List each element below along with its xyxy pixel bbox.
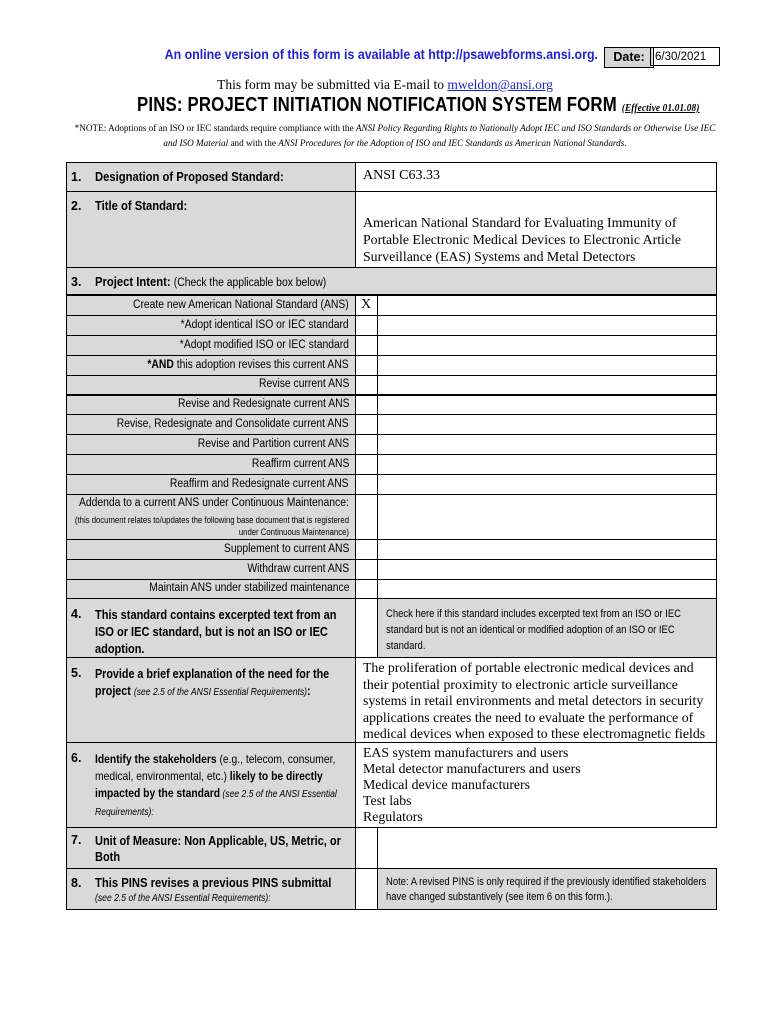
- intent-option-text: Revise and Redesignate current ANS: [177, 398, 349, 410]
- intent-option-detail-field[interactable]: [377, 375, 717, 395]
- intent-option-detail-field[interactable]: [377, 355, 717, 376]
- item-4-number: 4.: [71, 607, 82, 621]
- intent-option-detail-field[interactable]: [377, 474, 717, 495]
- intent-option-label-cell: [66, 375, 356, 395]
- intent-option-label-cell: [66, 579, 356, 599]
- intent-option-checkbox[interactable]: [355, 434, 378, 455]
- item-7-label-cell: [66, 827, 356, 869]
- checkbox-mark: X: [361, 297, 372, 312]
- note-mid: and with the: [228, 138, 279, 148]
- intent-option-text: Revise and Partition current ANS: [197, 437, 349, 450]
- intent-option-detail-field[interactable]: [377, 295, 717, 316]
- stakeholder-item: Medical device manufacturers: [363, 777, 531, 792]
- intent-option-detail-field[interactable]: [377, 434, 717, 455]
- form-title-text: PINS: PROJECT INITIATION NOTIFICATION SYSTEM FORM: [137, 94, 617, 116]
- intent-option-label: [181, 319, 349, 331]
- intent-option-text: *Adopt identical ISO or IEC standard: [181, 318, 349, 331]
- intent-option-text: Revise current ANS: [258, 378, 349, 390]
- intent-option-checkbox[interactable]: [355, 539, 378, 560]
- item-5-label: Provide a brief explanation of the need for the project: [95, 667, 330, 698]
- intent-option-text: Maintain ANS under stabilized maintenance: [148, 582, 349, 594]
- item-8-ref: (see 2.5 of the ANSI Essential Requirements):: [95, 893, 271, 904]
- stakeholder-item: Metal detector manufacturers and users: [363, 761, 581, 776]
- intent-option-checkbox[interactable]: [355, 559, 378, 580]
- intent-option-label-cell: [66, 335, 356, 356]
- item-3-header: [66, 267, 717, 295]
- intent-option-checkbox[interactable]: [355, 474, 378, 495]
- intent-option-label: [180, 339, 349, 351]
- intent-option-detail-field[interactable]: [377, 494, 717, 540]
- designation-value: ANSI C63.33: [363, 168, 441, 183]
- excerpt-checkbox[interactable]: [355, 598, 378, 658]
- item-5-colon: :: [307, 684, 311, 698]
- intent-option-label-cell: [66, 434, 356, 455]
- intent-option-detail-field[interactable]: [377, 315, 717, 336]
- title-field[interactable]: [355, 191, 717, 268]
- intent-option-checkbox[interactable]: [355, 315, 378, 336]
- intent-option-label: [178, 398, 349, 410]
- item-3-label: Project Intent:: [95, 275, 171, 289]
- intent-option-detail-field[interactable]: [377, 579, 717, 599]
- intent-option-checkbox[interactable]: [355, 395, 378, 415]
- intent-option-detail-field[interactable]: [377, 559, 717, 580]
- item-8-note-cell: [377, 868, 717, 910]
- intent-option-checkbox[interactable]: [355, 375, 378, 395]
- adoption-note: [70, 121, 720, 151]
- unit-of-measure-field[interactable]: [355, 827, 378, 869]
- intent-option-label-cell: [66, 315, 356, 336]
- intent-option-detail-field[interactable]: [377, 395, 717, 415]
- revises-pins-checkbox[interactable]: [355, 868, 378, 910]
- intent-option-label-cell: [66, 355, 356, 376]
- date-label: Date:: [604, 47, 654, 68]
- item-4-label: This standard contains excerpted text from an ISO or IEC standard, but is not an ISO or IEC adoption.: [95, 608, 337, 656]
- intent-option-text: *Adopt modified ISO or IEC standard: [179, 338, 349, 351]
- intent-option-text: Revise, Redesignate and Consolidate current ANS: [117, 417, 349, 430]
- item-6-ref: (see 2.5 of the ANSI Essential Requirements):: [95, 789, 337, 818]
- intent-option-checkbox[interactable]: [355, 355, 378, 376]
- intent-option-label-bold: *AND: [147, 358, 175, 371]
- stakeholder-item: Regulators: [363, 809, 423, 824]
- intent-option-label-cell: [66, 454, 356, 475]
- intent-option-label-cell: [66, 474, 356, 495]
- intent-option-text: Create new American National Standard (ANS): [133, 298, 349, 311]
- intent-option-label: [247, 563, 349, 575]
- intent-option-checkbox[interactable]: [355, 335, 378, 356]
- item-5-ref: (see 2.5 of the ANSI Essential Requirements): [133, 687, 308, 698]
- intent-option-label: [117, 418, 349, 430]
- item-1-number: 1.: [71, 170, 82, 184]
- item-8-label: This PINS revises a previous PINS submittal: [95, 876, 332, 890]
- item-2-number: 2.: [71, 199, 82, 213]
- note-end: .: [624, 138, 627, 148]
- intent-option-detail-field[interactable]: [377, 414, 717, 435]
- effective-date: (Effective 01.01.08): [621, 102, 700, 114]
- designation-field[interactable]: [355, 162, 717, 192]
- email-link[interactable]: mweldon@ansi.org: [447, 77, 553, 92]
- item-5-label-cell: [66, 657, 356, 743]
- item-6-label-c: likely to be directly impacted by the standard: [95, 769, 323, 800]
- intent-option-label: [198, 438, 349, 450]
- intent-option-text: Reaffirm current ANS: [251, 457, 349, 470]
- intent-option-label-cell: [66, 414, 356, 435]
- intent-option-checkbox[interactable]: [355, 579, 378, 599]
- intent-option-label: [170, 478, 349, 490]
- item-6-label-b: (e.g., telecom, consumer, medical, environmental, etc.): [95, 752, 336, 783]
- submission-instructions: [0, 77, 770, 93]
- intent-option-detail-field[interactable]: [377, 539, 717, 560]
- intent-option-detail-field[interactable]: [377, 454, 717, 475]
- need-explanation-field[interactable]: [355, 657, 717, 743]
- item-4-note-cell: [377, 598, 717, 658]
- need-explanation-value: The proliferation of portable electronic medical devices and their potential proximity to electronic article surveillance systems in retail environments and metal detectors in security applications creates the need to evaluate the performance of medical devices when exposed to these electromagnetic fields: [363, 660, 706, 742]
- intent-option-label-cell: [66, 559, 356, 580]
- intent-option-checkbox[interactable]: [355, 295, 378, 316]
- intent-option-checkbox[interactable]: [355, 454, 378, 475]
- item-4-label-cell: [66, 598, 356, 658]
- intent-option-label: [79, 497, 349, 509]
- item-2-label-cell: [66, 191, 356, 268]
- item-3-number: 3.: [71, 275, 82, 289]
- date-field[interactable]: 6/30/2021: [650, 47, 720, 66]
- intent-option-label-cell: [66, 539, 356, 560]
- note-procedures: ANSI Procedures for the Adoption of ISO and IEC Standards as American National Standards: [278, 138, 625, 148]
- stakeholder-item: EAS system manufacturers and users: [363, 745, 569, 760]
- item-6-number: 6.: [71, 751, 82, 765]
- intent-option-text: Reaffirm and Redesignate current ANS: [170, 477, 349, 490]
- submission-text: This form may be submitted via E-mail to: [217, 77, 448, 92]
- intent-option-label: [149, 582, 349, 594]
- item-6-label-a: Identify the stakeholders: [95, 752, 217, 766]
- stakeholders-list: [363, 745, 715, 825]
- intent-option-checkbox[interactable]: [355, 414, 378, 435]
- item-6-label-cell: [66, 742, 356, 828]
- intent-option-text: Supplement to current ANS: [223, 542, 349, 555]
- intent-option-label: [224, 543, 349, 555]
- item-8-number: 8.: [71, 876, 82, 890]
- item-3-label-wrap: [95, 275, 326, 289]
- intent-option-label-cell: [66, 295, 356, 316]
- online-version-notice: An online version of this form is available at http://psawebforms.ansi.org.: [164, 47, 598, 62]
- item-1-label: Designation of Proposed Standard:: [95, 170, 284, 184]
- item-7-number: 7.: [71, 833, 82, 847]
- intent-option-label-cell: [66, 395, 356, 415]
- item-6-label-wrap: [95, 751, 353, 821]
- stakeholders-field[interactable]: [355, 742, 717, 828]
- note-prefix: *NOTE: Adoptions of an ISO or IEC standards require compliance with the: [74, 123, 356, 133]
- item-5-number: 5.: [71, 666, 82, 680]
- item-3-hint: (Check the applicable box below): [173, 277, 327, 289]
- intent-option-subtext: (this document relates to/updates the following base document that is registered under Continuous Maintenance): [74, 515, 349, 537]
- item-8-label-cell: [66, 868, 356, 910]
- item-4-note: Check here if this standard includes excerpted text from an ISO or IEC standard but is not an identical or modified adoption of an ISO or IEC standard.: [386, 608, 681, 652]
- item-8-note: Note: A revised PINS is only required if the previously identified stakeholders have changed substantively (see item 6 on this form.).: [386, 876, 707, 903]
- item-7-label: Unit of Measure: Non Applicable, US, Metric, or Both: [95, 834, 341, 864]
- stakeholder-item: Test labs: [363, 793, 412, 808]
- intent-option-text: Withdraw current ANS: [247, 562, 349, 575]
- intent-option-label-cell: [66, 494, 356, 540]
- intent-option-label: [133, 299, 349, 311]
- item-1-label-cell: [66, 162, 356, 192]
- intent-option-checkbox[interactable]: [355, 494, 378, 540]
- item-5-label-wrap: [95, 666, 353, 701]
- intent-option-text: Addenda to a current ANS under Continuous Maintenance:: [79, 497, 349, 509]
- item-2-label: Title of Standard:: [95, 199, 188, 213]
- intent-option-label: [259, 378, 349, 390]
- intent-option-label: [251, 458, 349, 470]
- intent-option-detail-field[interactable]: [377, 335, 717, 356]
- note-policy: ANSI Policy Regarding Rights to Nationally Adopt IEC and ISO Standards or Otherwise Use IEC and ISO Material: [163, 123, 716, 148]
- form-title: [137, 94, 700, 117]
- title-value: American National Standard for Evaluating Immunity of Portable Electronic Medical Devices to Electronic Article Surveillance (EAS) Systems and Metal Detectors: [363, 215, 681, 264]
- intent-option-text: this adoption revises this current ANS: [174, 358, 349, 371]
- intent-option-label: [148, 359, 349, 371]
